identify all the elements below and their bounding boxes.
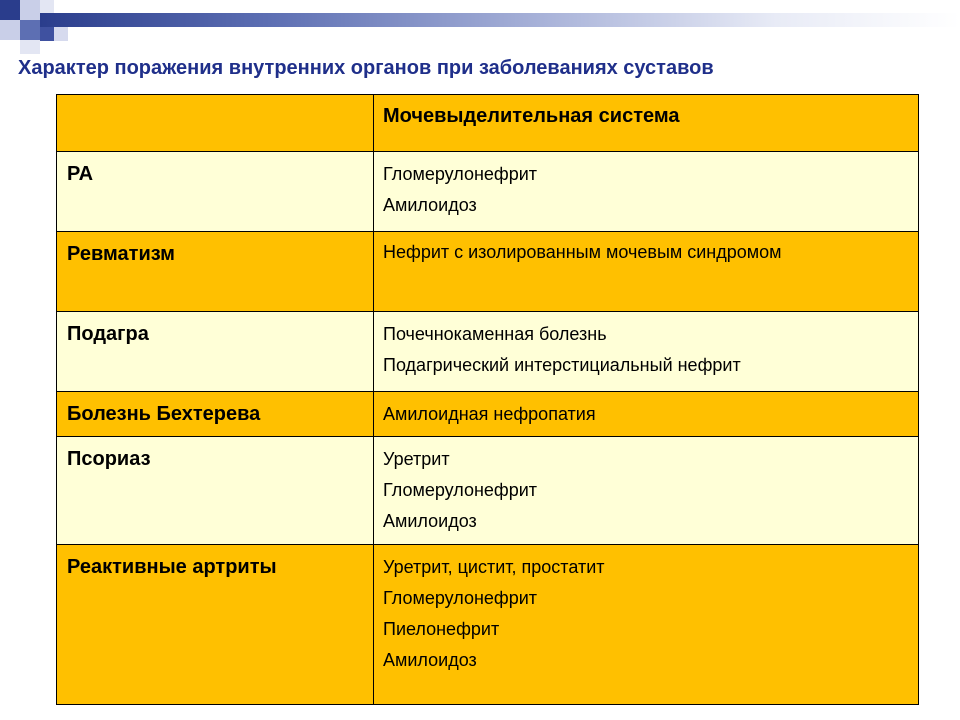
disease-cell: Псориаз xyxy=(57,437,374,545)
manifestation-item: Пиелонефрит xyxy=(383,619,500,639)
header-cell-disease xyxy=(57,95,374,152)
disease-table xyxy=(56,94,919,705)
manifestation-cell xyxy=(374,232,919,312)
manifestation-item: Нефрит с изолированным мочевым синдромом xyxy=(383,242,782,262)
manifestation-item: Амилоидная нефропатия xyxy=(383,404,596,424)
table-header-row xyxy=(57,95,919,152)
disease-cell: РА xyxy=(57,152,374,232)
manifestation-item: Амилоидоз xyxy=(383,195,477,215)
manifestation-item: Гломерулонефрит xyxy=(383,164,538,184)
corner-square-7 xyxy=(54,27,68,41)
table-row xyxy=(57,232,919,312)
corner-square-5 xyxy=(40,0,54,13)
manifestation-item: Уретрит xyxy=(383,449,450,469)
table-row xyxy=(57,312,919,392)
table-row xyxy=(57,152,919,232)
corner-square-4 xyxy=(20,20,40,40)
manifestation-item: Почечнокаменная болезнь xyxy=(383,324,607,344)
disease-cell: Болезнь Бехтерева xyxy=(57,392,374,437)
disease-cell: Ревматизм xyxy=(57,232,374,312)
manifestation-item: Подагрический интерстициальный нефрит xyxy=(383,355,741,375)
corner-square-8 xyxy=(20,40,40,54)
slide-title: Характер поражения внутренних органов при заболеваниях суставов xyxy=(18,57,714,79)
table-row xyxy=(57,392,919,437)
header-cell-urinary-system: Мочевыделительная система xyxy=(374,95,919,152)
corner-square-2 xyxy=(20,0,40,20)
manifestation-item: Амилоидоз xyxy=(383,650,477,670)
corner-square-1 xyxy=(0,0,20,20)
table-row xyxy=(57,545,919,705)
manifestation-cell xyxy=(374,312,919,392)
manifestation-item: Уретрит, цистит, простатит xyxy=(383,557,605,577)
manifestation-cell xyxy=(374,392,919,437)
manifestation-cell xyxy=(374,152,919,232)
disease-cell: Реактивные артриты xyxy=(57,545,374,705)
manifestation-item: Гломерулонефрит xyxy=(383,588,538,608)
corner-square-6 xyxy=(40,27,54,41)
header-gradient-bar xyxy=(40,13,960,27)
manifestation-cell xyxy=(374,437,919,545)
manifestation-item: Амилоидоз xyxy=(383,511,477,531)
corner-square-3 xyxy=(0,20,20,40)
table-row xyxy=(57,437,919,545)
manifestation-item: Гломерулонефрит xyxy=(383,480,538,500)
disease-cell: Подагра xyxy=(57,312,374,392)
manifestation-cell xyxy=(374,545,919,705)
